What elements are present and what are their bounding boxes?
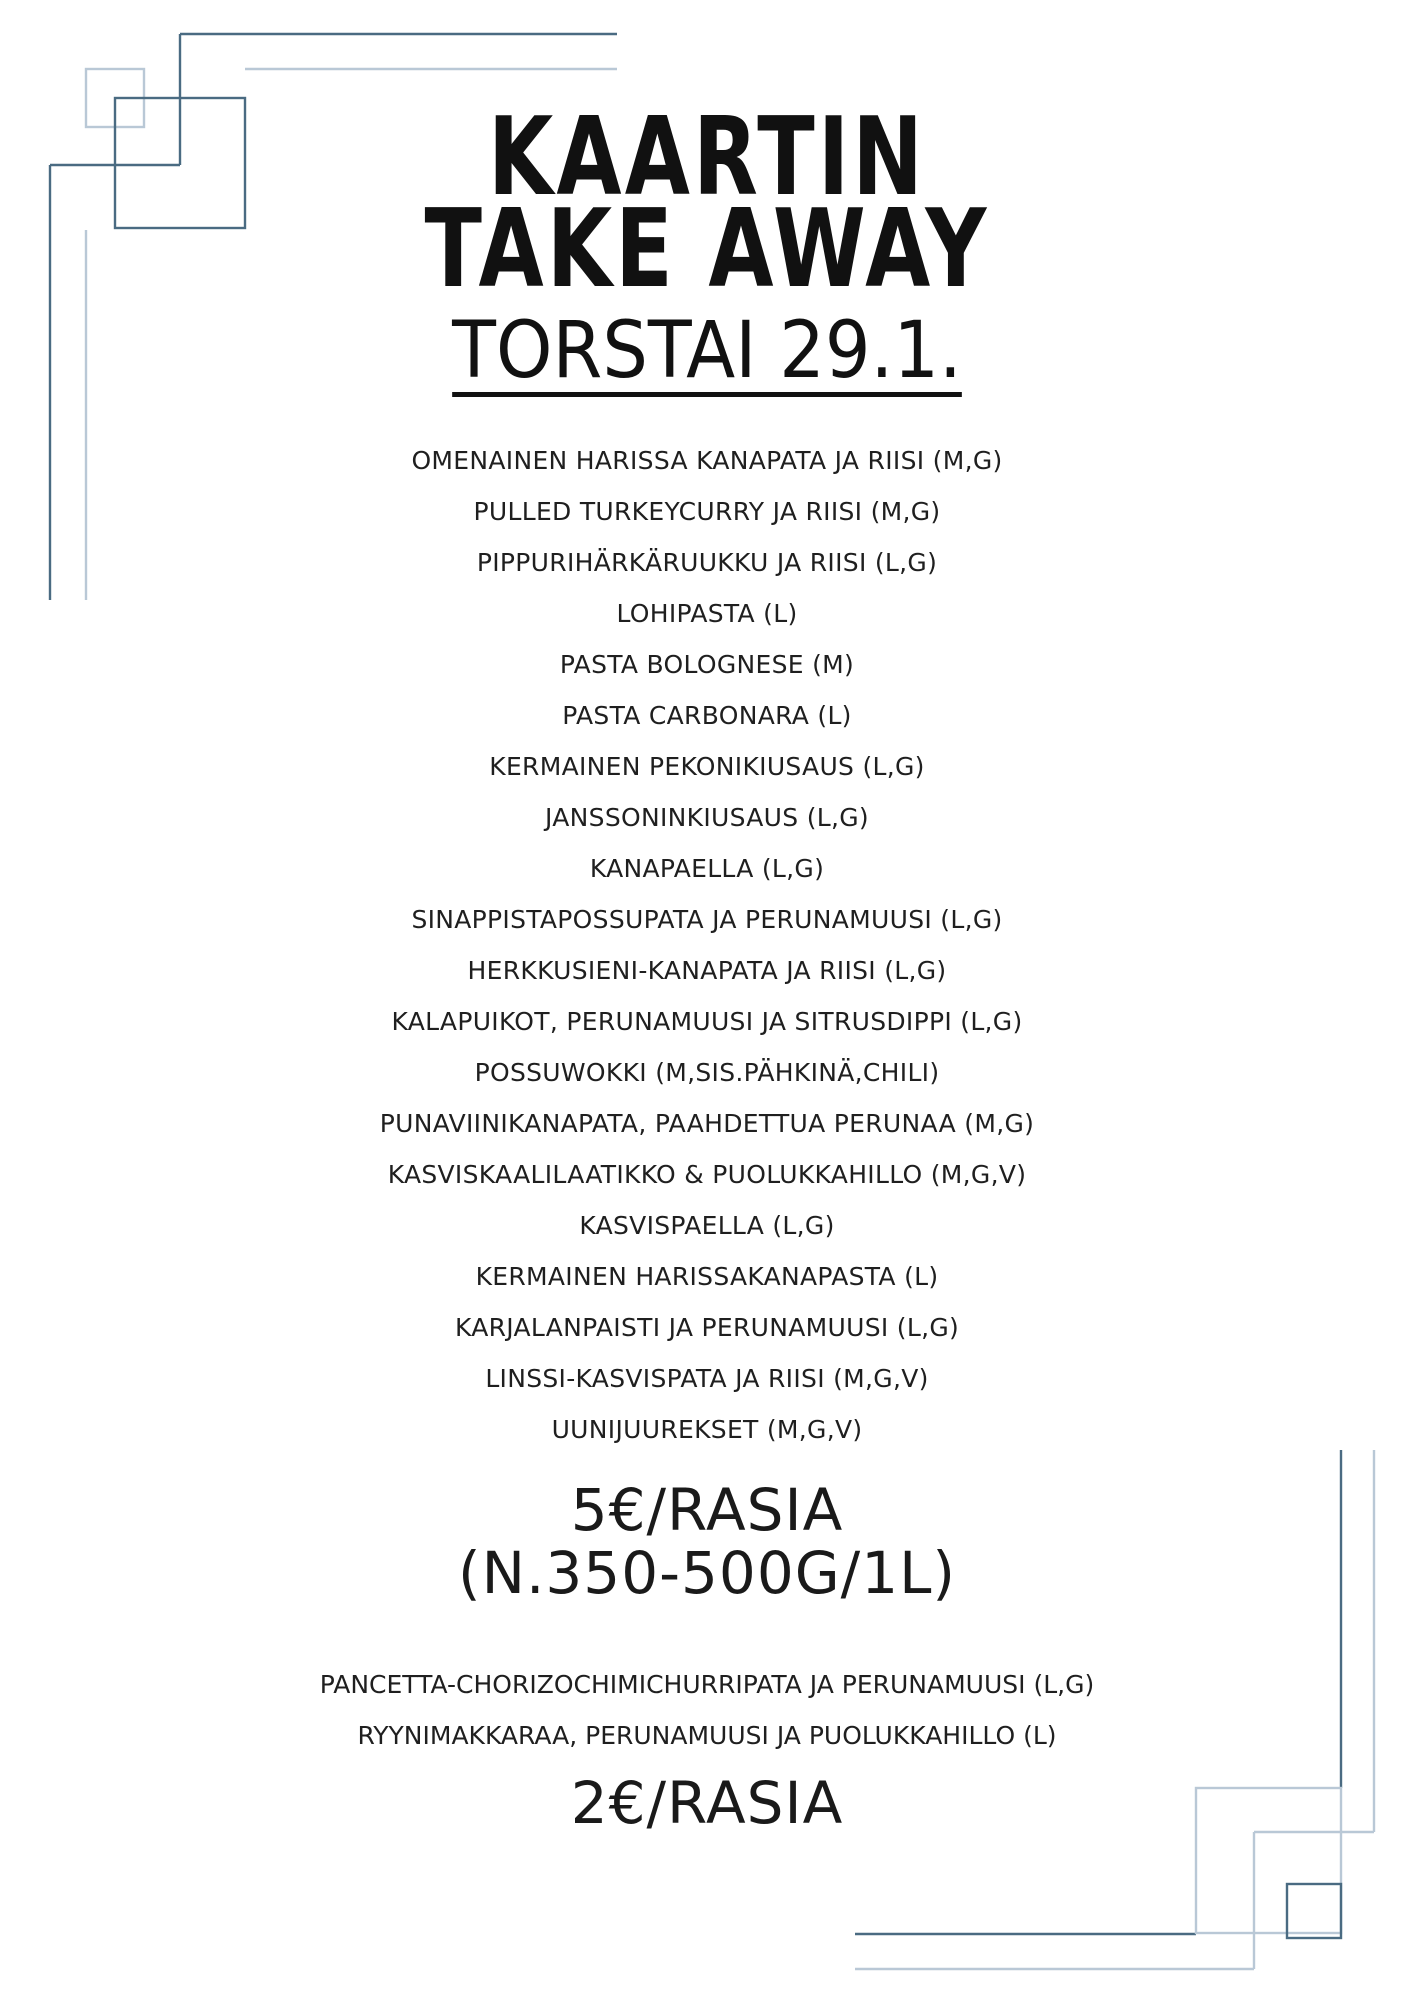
menu-item: KERMAINEN HARISSAKANAPASTA (L) [475,1262,939,1291]
menu-item: KANAPAELLA (L,G) [589,854,825,883]
menu-item: JANSSONINKIUSAUS (L,G) [545,803,869,832]
special-menu-item: RYYNIMAKKARAA, PERUNAMUUSI JA PUOLUKKAHILLO (L) [357,1721,1057,1750]
menu-item: PASTA BOLOGNESE (M) [559,650,855,679]
menu-item: POSSUWOKKI (M,SIS.PÄHKINÄ,CHILI) [474,1058,940,1087]
menu-item: UUNIJUUREKSET (M,G,V) [551,1415,863,1444]
menu-item: KERMAINEN PEKONIKIUSAUS (L,G) [489,752,925,781]
special-menu-item: PANCETTA-CHORIZOCHIMICHURRIPATA JA PERUNAMUUSI (L,G) [319,1670,1095,1699]
price-main-weight: (N.350-500G/1L) [457,1539,957,1607]
menu-item: LINSSI-KASVISPATA JA RIISI (M,G,V) [485,1364,929,1393]
special-menu-list [0,1665,1414,1767]
menu-item: SINAPPISTAPOSSUPATA JA PERUNAMUUSI (L,G) [411,905,1003,934]
date-text: TORSTAI 29.1. [452,306,962,396]
menu-item: LOHIPASTA (L) [616,599,798,628]
menu-item: PUNAVIINIKANAPATA, PAAHDETTUA PERUNAA (M,G) [379,1109,1035,1138]
price-special: 2€/RASIA [570,1769,844,1837]
date-heading [0,306,1414,397]
title-line-1: KAARTIN [488,95,926,220]
menu-item: PASTA CARBONARA (L) [562,701,852,730]
menu-item: KASVISKAALILAATIKKO & PUOLUKKAHILLO (M,G,V) [387,1160,1027,1189]
menu-item: OMENAINEN HARISSA KANAPATA JA RIISI (M,G) [411,446,1003,475]
title-line-2: TAKE AWAY [424,187,990,312]
menu-item: HERKKUSIENI-KANAPATA JA RIISI (L,G) [467,956,947,985]
price-main: 5€/RASIA [570,1476,844,1544]
menu-item: PIPPURIHÄRKÄRUUKKU JA RIISI (L,G) [476,548,938,577]
menu-item: PULLED TURKEYCURRY JA RIISI (M,G) [473,497,941,526]
menu-item: KALAPUIKOT, PERUNAMUUSI JA SITRUSDIPPI (L,G) [391,1007,1023,1036]
menu-item: KASVISPAELLA (L,G) [579,1211,835,1240]
menu-list [0,441,1414,1461]
menu-item: KARJALANPAISTI JA PERUNAMUUSI (L,G) [454,1313,960,1342]
